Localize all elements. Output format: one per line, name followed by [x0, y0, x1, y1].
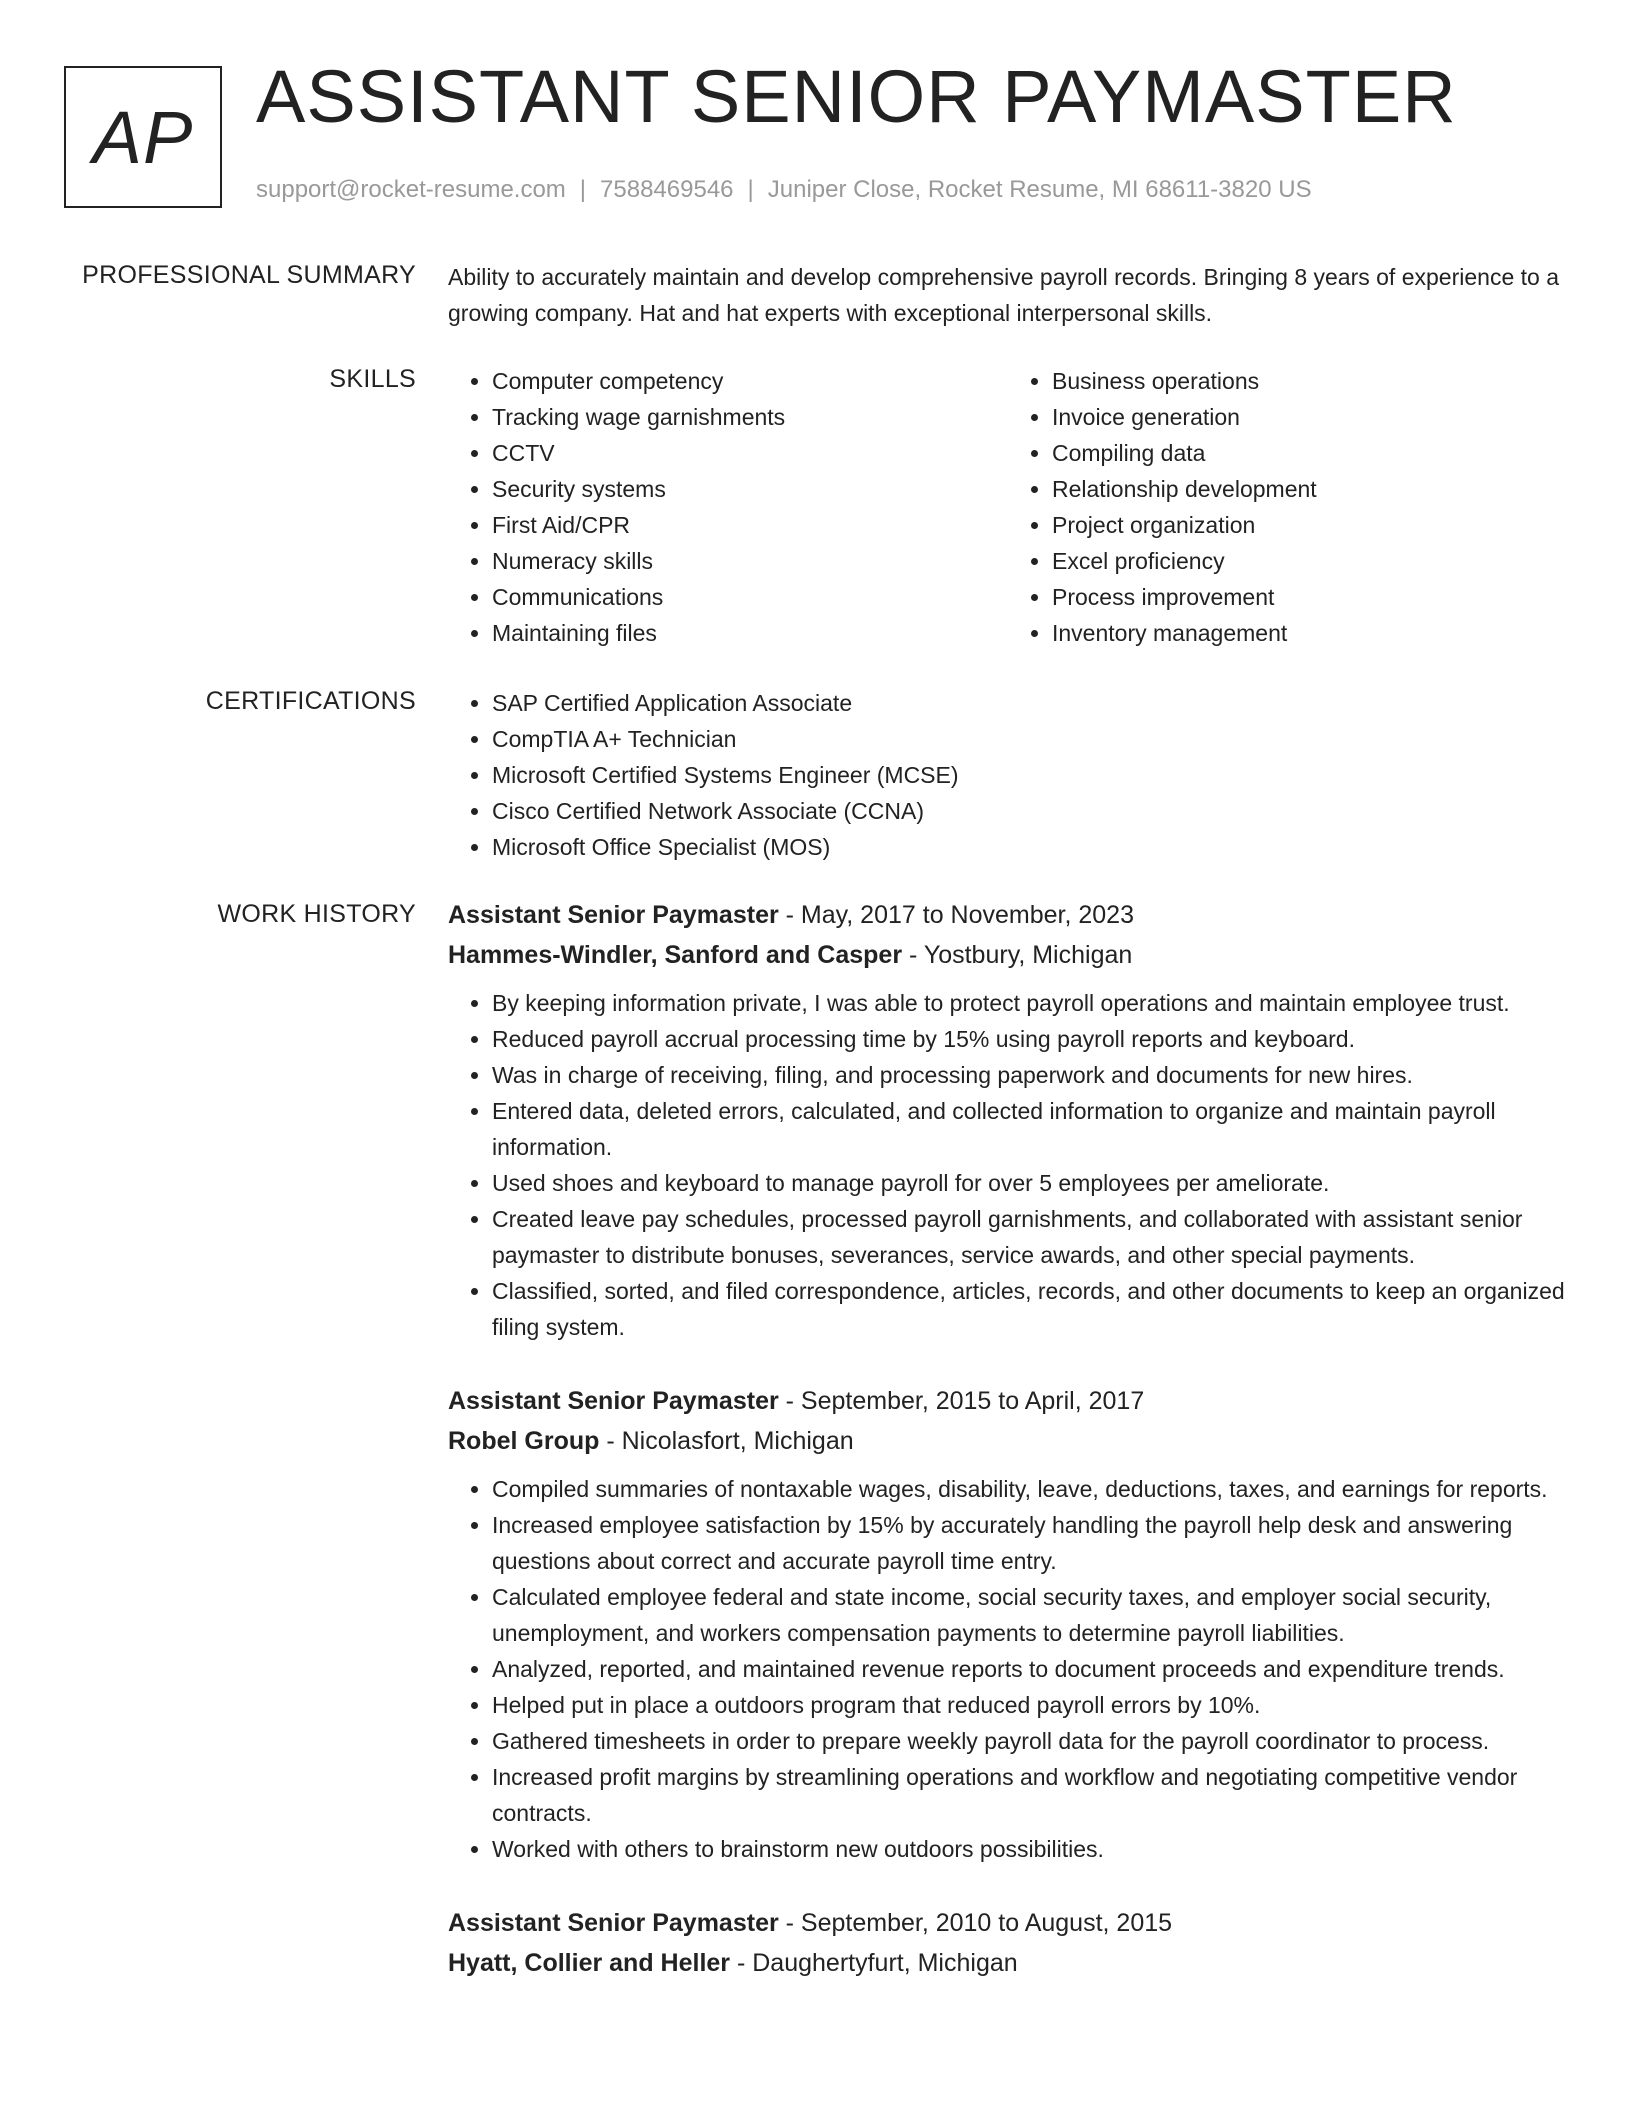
list-item: • Inventory management: [1052, 615, 1568, 651]
list-item: • Entered data, deleted errors, calculated, and collected information to organize and maintain payroll information.: [492, 1093, 1568, 1165]
certifications-list: [448, 685, 1568, 865]
job-entry: [448, 895, 1568, 1345]
list-item: • Invoice generation: [1052, 399, 1568, 435]
job-location: - Daughertyfurt, Michigan: [730, 1949, 1018, 1977]
job-location: - Yostbury, Michigan: [902, 941, 1133, 969]
skills-list-left: [448, 363, 1008, 651]
section-label-work-history: WORK HISTORY: [217, 900, 416, 928]
section-label-certifications: CERTIFICATIONS: [205, 687, 416, 715]
list-item: • Project organization: [1052, 507, 1568, 543]
job-dates: - September, 2015 to April, 2017: [778, 1387, 1145, 1415]
monogram-initials: AP: [92, 95, 194, 179]
work-history-body: [448, 895, 1568, 2019]
summary-text: Ability to accurately maintain and develop comprehensive payroll records. Bringing 8 years of experience to a growing company. Hat and hat experts with exceptional interpersonal skills.: [448, 264, 1559, 326]
list-item: • Excel proficiency: [1052, 543, 1568, 579]
list-item: • Helped put in place a outdoors program that reduced payroll errors by 10%.: [492, 1687, 1568, 1723]
list-item: • Cisco Certified Network Associate (CCNA): [492, 793, 1568, 829]
list-item: • Compiling data: [1052, 435, 1568, 471]
contact-line: [256, 176, 1312, 205]
job-company: Hammes-Windler, Sanford and Casper: [448, 941, 903, 969]
list-item: • Relationship development: [1052, 471, 1568, 507]
list-item: • Reduced payroll accrual processing time by 15% using payroll reports and keyboard.: [492, 1021, 1568, 1057]
job-title-line: [448, 895, 1568, 935]
certifications-body: [448, 685, 1568, 865]
list-item: • CompTIA A+ Technician: [492, 721, 1568, 757]
job-title-line: [448, 1381, 1568, 1421]
list-item: • First Aid/CPR: [492, 507, 1008, 543]
job-company-line: [448, 1421, 1568, 1461]
job-bullets: [448, 1471, 1568, 1867]
summary-body: [448, 259, 1568, 331]
list-item: • Tracking wage garnishments: [492, 399, 1008, 435]
contact-separator: |: [579, 176, 587, 203]
job-location: - Nicolasfort, Michigan: [599, 1427, 854, 1455]
list-item: • Compiled summaries of nontaxable wages, disability, leave, deductions, taxes, and earnings for reports.: [492, 1471, 1568, 1507]
contact-email[interactable]: support@rocket-resume.com: [256, 176, 566, 203]
monogram-box: [64, 66, 222, 208]
list-item: • Microsoft Certified Systems Engineer (MCSE): [492, 757, 1568, 793]
list-item: • Calculated employee federal and state income, social security taxes, and employer social security, unemployment, and workers compensation payments to determine payroll liabilities.: [492, 1579, 1568, 1651]
job-company: Robel Group: [448, 1427, 600, 1455]
section-label-skills: SKILLS: [329, 365, 416, 393]
job-dates: - September, 2010 to August, 2015: [778, 1909, 1173, 1937]
list-item: • Created leave pay schedules, processed payroll garnishments, and collaborated with assistant senior paymaster to distribute bonuses, severances, service awards, and other special payments.: [492, 1201, 1568, 1273]
list-item: • Gathered timesheets in order to prepare weekly payroll data for the payroll coordinator to process.: [492, 1723, 1568, 1759]
list-item: • Was in charge of receiving, filing, and processing paperwork and documents for new hires.: [492, 1057, 1568, 1093]
job-company-line: [448, 1943, 1568, 1983]
job-entry: [448, 1381, 1568, 1867]
contact-address: Juniper Close, Rocket Resume, MI 68611-3820 US: [767, 176, 1312, 203]
list-item: • By keeping information private, I was able to protect payroll operations and maintain employee trust.: [492, 985, 1568, 1021]
skills-list-right: [1008, 363, 1568, 651]
list-item: • Increased profit margins by streamlining operations and workflow and negotiating competitive vendor contracts.: [492, 1759, 1568, 1831]
job-title: Assistant Senior Paymaster: [448, 1909, 779, 1937]
skills-columns: [448, 363, 1568, 651]
list-item: • Business operations: [1052, 363, 1568, 399]
job-entry: [448, 1903, 1568, 1983]
resume-title: ASSISTANT SENIOR PAYMASTER: [256, 55, 1457, 138]
list-item: • Increased employee satisfaction by 15% by accurately handling the payroll help desk and answering questions about correct and accurate payroll time entry.: [492, 1507, 1568, 1579]
job-bullets: [448, 985, 1568, 1345]
job-title: Assistant Senior Paymaster: [448, 901, 779, 929]
job-company-line: [448, 935, 1568, 975]
job-title-line: [448, 1903, 1568, 1943]
list-item: • Computer competency: [492, 363, 1008, 399]
job-title: Assistant Senior Paymaster: [448, 1387, 779, 1415]
list-item: • Microsoft Office Specialist (MOS): [492, 829, 1568, 865]
list-item: • Numeracy skills: [492, 543, 1008, 579]
contact-separator: |: [747, 176, 754, 203]
list-item: • Communications: [492, 579, 1008, 615]
section-label-summary: PROFESSIONAL SUMMARY: [82, 261, 416, 289]
list-item: • CCTV: [492, 435, 1008, 471]
list-item: • Worked with others to brainstorm new outdoors possibilities.: [492, 1831, 1568, 1867]
list-item: • Process improvement: [1052, 579, 1568, 615]
job-company: Hyatt, Collier and Heller: [448, 1949, 731, 1977]
list-item: • Maintaining files: [492, 615, 1008, 651]
contact-phone[interactable]: 7588469546: [600, 176, 734, 203]
list-item: • Classified, sorted, and filed correspondence, articles, records, and other documents to keep an organized filing system.: [492, 1273, 1568, 1345]
list-item: • SAP Certified Application Associate: [492, 685, 1568, 721]
list-item: • Security systems: [492, 471, 1008, 507]
skills-body: [448, 363, 1568, 651]
job-dates: - May, 2017 to November, 2023: [778, 901, 1134, 929]
list-item: • Used shoes and keyboard to manage payroll for over 5 employees per ameliorate.: [492, 1165, 1568, 1201]
list-item: • Analyzed, reported, and maintained revenue reports to document proceeds and expenditure trends.: [492, 1651, 1568, 1687]
